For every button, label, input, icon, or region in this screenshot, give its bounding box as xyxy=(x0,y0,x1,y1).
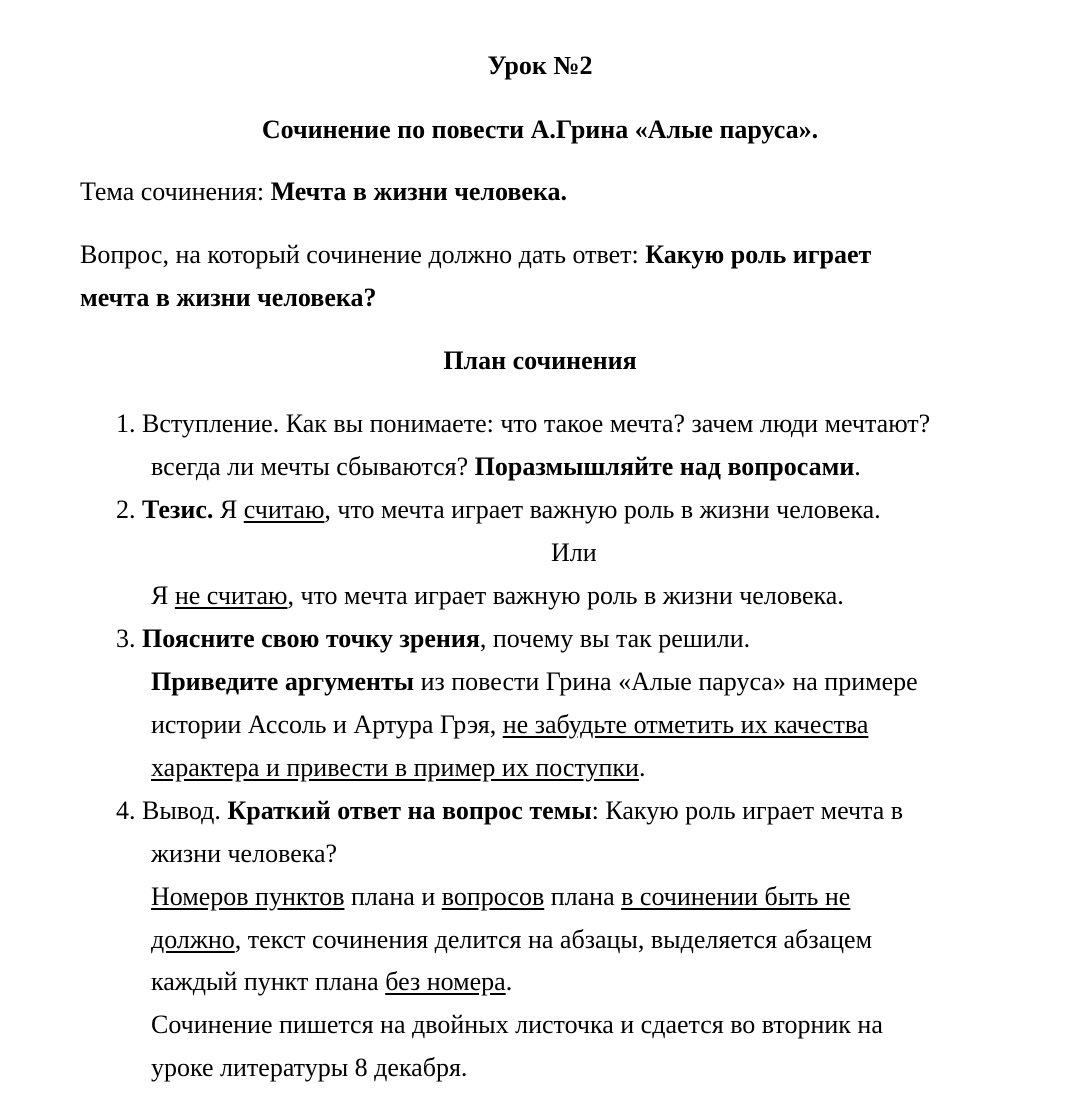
plan-item-2-post: , что мечта играет важную роль в жизни человека. xyxy=(324,495,881,524)
final-text-2: уроке литературы 8 декабря. xyxy=(151,1053,468,1082)
question-value-part1: Какую роль играет xyxy=(645,240,872,269)
plan-item-1-number: 1. xyxy=(116,409,136,438)
plan-item-4-final-line-2 xyxy=(151,1052,467,1084)
plan-item-2-bold: Тезис. xyxy=(142,495,214,524)
plan-item-4-line-2-text: жизни человека? xyxy=(151,839,338,868)
plan-item-1-bold: Поразмышляйте над вопросами xyxy=(474,452,855,481)
plan-item-3-number: 3. xyxy=(116,624,136,653)
plan-item-4-bold: Краткий ответ на вопрос темы xyxy=(227,796,592,825)
topic-label: Тема сочинения: xyxy=(80,177,271,206)
lesson-title-text: Урок №2 xyxy=(487,51,593,80)
note-text-3: , текст сочинения делится на абзацы, выделяется абзацем xyxy=(234,925,873,954)
plan-item-2-or-text: Или xyxy=(551,538,597,567)
plan-item-3-post: , почему вы так решили. xyxy=(479,624,751,653)
note-text-2: плана xyxy=(544,882,622,911)
question-label: Вопрос, на который сочинение должно дать ответ: xyxy=(80,240,646,269)
plan-item-1-end: . xyxy=(854,452,861,481)
note-text-1: плана и xyxy=(344,882,442,911)
plan-item-4-note-line-1 xyxy=(151,881,850,913)
plan-item-1-text-2: всегда ли мечты сбываются? xyxy=(151,452,475,481)
plan-item-1-line-1 xyxy=(116,408,930,440)
question-line-1 xyxy=(80,239,871,271)
note-underlined-3b: должно xyxy=(151,925,235,954)
plan-item-2-alt-post: , что мечта играет важную роль в жизни человека. xyxy=(287,581,844,610)
plan-item-4-post: : Какую роль играет мечта в xyxy=(591,796,904,825)
plan-item-2-alt-underlined: не считаю xyxy=(174,581,288,610)
plan-item-3-arg-bold: Приведите аргументы xyxy=(151,667,415,696)
note-underlined-3a: в сочинении быть не xyxy=(621,882,851,911)
plan-item-4-note-line-2 xyxy=(151,924,872,956)
plan-item-4-line-2 xyxy=(151,838,337,870)
plan-item-2-underlined: считаю xyxy=(243,495,325,524)
plan-item-2-line-1 xyxy=(116,494,881,526)
plan-item-3-line-4 xyxy=(151,752,645,784)
essay-title xyxy=(0,114,1080,146)
plan-item-3-arg-line3-end: . xyxy=(638,753,646,782)
plan-item-3-line-3 xyxy=(151,709,868,741)
topic-line xyxy=(80,176,567,208)
essay-title-text: Сочинение по повести А.Грина «Алые паруса». xyxy=(261,115,819,144)
plan-item-3-arg-post: из повести Грина «Алые паруса» на примере xyxy=(414,667,918,696)
plan-item-4-note-line-3 xyxy=(151,966,512,998)
plan-item-2-number: 2. xyxy=(116,495,136,524)
plan-item-2-alt xyxy=(151,580,844,612)
plan-item-3-line-2 xyxy=(151,666,918,698)
plan-item-3-line-1 xyxy=(116,623,750,655)
lesson-title xyxy=(0,50,1080,82)
question-line-2 xyxy=(80,282,376,314)
plan-item-2-or xyxy=(551,537,597,569)
note-underlined-4: без номера xyxy=(385,967,506,996)
plan-item-3-bold: Поясните свою точку зрения xyxy=(142,624,480,653)
plan-item-3-arg-line2-underlined: не забудьте отметить их качества xyxy=(502,710,869,739)
note-underlined-1: Номеров пунктов xyxy=(151,882,345,911)
plan-item-2-alt-pre: Я xyxy=(151,581,175,610)
plan-item-3-arg-line3-underlined: характера и привести в пример их поступки xyxy=(151,753,639,782)
note-underlined-2: вопросов xyxy=(441,882,545,911)
plan-heading xyxy=(0,345,1080,377)
plan-item-4-line-1 xyxy=(116,795,903,827)
note-text-4: каждый пункт плана xyxy=(151,967,386,996)
question-value-part2: мечта в жизни человека? xyxy=(80,283,377,312)
plan-item-4-final-line-1 xyxy=(151,1009,883,1041)
note-text-5: . xyxy=(505,967,513,996)
plan-item-4-pre: Вывод. xyxy=(142,796,228,825)
plan-item-3-arg-line2-plain: истории Ассоль и Артура Грэя, xyxy=(151,710,503,739)
final-text-1: Сочинение пишется на двойных листочка и сдается во вторник на xyxy=(151,1010,883,1039)
plan-item-1-text: Вступление. Как вы понимаете: что такое мечта? зачем люди мечтают? xyxy=(142,409,931,438)
plan-item-4-number: 4. xyxy=(116,796,136,825)
plan-item-2-pre: Я xyxy=(213,495,244,524)
topic-value: Мечта в жизни человека. xyxy=(270,177,568,206)
plan-item-1-line-2 xyxy=(151,451,861,483)
plan-heading-text: План сочинения xyxy=(443,346,637,375)
